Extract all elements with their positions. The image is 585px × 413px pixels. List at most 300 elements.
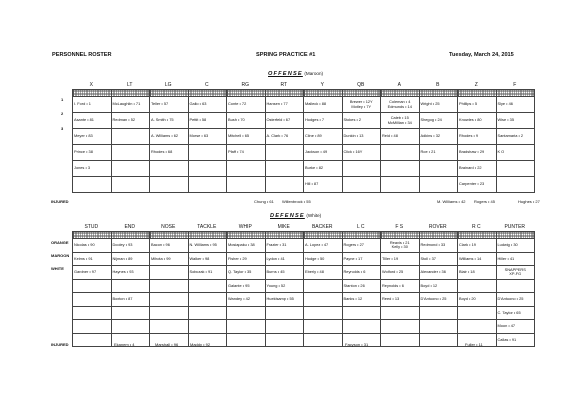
player-entry: Hodge • 50 xyxy=(305,255,325,261)
roster-cell xyxy=(342,129,381,145)
player-entry: Teller • 57 xyxy=(151,101,169,107)
player-entry: I. Ford • 1 xyxy=(74,101,91,107)
table-row xyxy=(73,113,535,129)
player-entry: Payne • 17 xyxy=(343,255,363,261)
player-entry: Santamaria • 2 xyxy=(497,133,524,139)
player-entry: Jones • 3 xyxy=(74,165,91,171)
roster-cell xyxy=(419,279,458,293)
player-entry: Adkins • 32 xyxy=(420,133,441,139)
offense-injured-player: M. Williams • 42 xyxy=(437,199,466,204)
defense-position-11: R C xyxy=(471,224,481,230)
roster-cell xyxy=(265,177,304,193)
table-row xyxy=(73,266,535,280)
player-entry: Burns • 45 xyxy=(266,269,285,275)
roster-cell xyxy=(227,177,266,193)
roster-cell xyxy=(150,306,189,320)
player-entry: Bradshaw • 29 xyxy=(459,149,485,155)
player-entry: Callas • 91 xyxy=(497,336,517,342)
offense-heading xyxy=(268,71,323,77)
player-entry: Stoll • 37 xyxy=(420,255,436,261)
table-row xyxy=(73,161,535,177)
roster-cell xyxy=(458,161,497,177)
player-entry: Edmunds • 14 xyxy=(387,103,412,109)
player-entry: Shegog • 24 xyxy=(420,117,442,123)
roster-cell xyxy=(342,293,381,307)
roster-cell xyxy=(304,266,343,280)
player-entry: Gardner • 97 xyxy=(74,269,97,275)
roster-cell xyxy=(265,129,304,145)
defense-position-4: TACKLE xyxy=(197,224,217,230)
player-entry: Motley • 7Y xyxy=(351,103,372,109)
roster-title: PERSONNEL ROSTER xyxy=(52,52,112,58)
hatch-cell xyxy=(381,90,420,97)
player-entry: McMillian • 34 xyxy=(387,119,412,125)
defense-hatch-row xyxy=(73,232,535,239)
offense-hatch-row xyxy=(73,90,535,97)
roster-cell xyxy=(188,320,227,334)
roster-cell xyxy=(381,266,420,280)
player-entry: Bacon • 96 xyxy=(151,242,170,248)
roster-cell xyxy=(188,306,227,320)
offense-position-4: C xyxy=(204,82,209,88)
player-entry: Slye • 46 xyxy=(497,101,513,107)
defense-position-1: STUD xyxy=(84,224,99,230)
defense-position-3: NOSE xyxy=(161,224,176,230)
player-entry: Pfaff • 74 xyxy=(228,149,244,155)
player-entry: XP-FG xyxy=(509,271,522,277)
roster-cell xyxy=(419,333,458,347)
roster-cell xyxy=(73,239,112,253)
player-entry: Dooley • 93 xyxy=(112,242,133,248)
roster-cell xyxy=(227,293,266,307)
player-entry: D'Antuono • 25 xyxy=(420,296,447,302)
roster-cell xyxy=(73,293,112,307)
roster-cell xyxy=(304,239,343,253)
player-entry: Eberly • 48 xyxy=(305,269,324,275)
defense-title: DEFENSE xyxy=(270,213,305,219)
roster-cell xyxy=(111,279,150,293)
roster-cell xyxy=(381,177,420,193)
offense-position-11: Z xyxy=(474,82,478,88)
hatch-cell xyxy=(111,232,150,239)
hatch-cell xyxy=(73,90,112,97)
player-entry: Mosiapaku • 38 xyxy=(228,242,255,248)
roster-cell xyxy=(496,177,535,193)
roster-cell xyxy=(111,252,150,266)
hatch-cell xyxy=(419,232,458,239)
player-entry: A. Clark • 76 xyxy=(266,133,289,139)
roster-cell xyxy=(73,252,112,266)
hatch-cell xyxy=(73,232,112,239)
player-entry: Hueklsamp • 55 xyxy=(266,296,294,302)
roster-cell xyxy=(150,252,189,266)
roster-cell xyxy=(458,266,497,280)
roster-cell xyxy=(265,145,304,161)
player-entry: Stokes • 2 xyxy=(343,117,362,123)
roster-cell xyxy=(342,266,381,280)
roster-cell xyxy=(419,113,458,129)
player-entry: Click • 16Y xyxy=(343,149,363,155)
player-entry: Hill • 87 xyxy=(305,181,319,187)
roster-cell xyxy=(458,97,497,113)
hatch-cell xyxy=(265,232,304,239)
roster-cell xyxy=(227,97,266,113)
defense-position-8: L C xyxy=(356,224,365,230)
roster-cell xyxy=(458,306,497,320)
roster-cell xyxy=(150,145,189,161)
roster-cell xyxy=(111,129,150,145)
roster-cell xyxy=(496,239,535,253)
roster-cell xyxy=(419,239,458,253)
roster-cell xyxy=(419,252,458,266)
defense-position-12: PUNTER xyxy=(504,224,526,230)
roster-cell xyxy=(342,320,381,334)
roster-cell xyxy=(496,320,535,334)
roster-cell xyxy=(496,113,535,129)
defense-position-10: ROVER xyxy=(428,224,447,230)
offense-position-6: RT xyxy=(280,82,288,88)
roster-cell xyxy=(150,266,189,280)
hatch-cell xyxy=(419,90,458,97)
table-row xyxy=(73,129,535,145)
roster-cell xyxy=(227,279,266,293)
hatch-cell xyxy=(496,90,535,97)
defense-position-6: MIKE xyxy=(277,224,290,230)
player-entry: Brewer • 12Y xyxy=(349,99,373,105)
offense-position-1: X xyxy=(89,82,93,88)
roster-cell xyxy=(111,266,150,280)
defense-injured-player: Maddy • 92 xyxy=(190,342,211,347)
player-entry: Kelms • 91 xyxy=(74,255,93,261)
player-entry: Reynolds • 6 xyxy=(382,282,404,288)
roster-cell xyxy=(458,239,497,253)
roster-cell xyxy=(73,320,112,334)
hatch-cell xyxy=(227,232,266,239)
roster-cell xyxy=(304,252,343,266)
roster-cell xyxy=(496,333,535,347)
roster-cell xyxy=(496,279,535,293)
roster-cell xyxy=(265,306,304,320)
player-entry: Hodges • 7 xyxy=(305,117,325,123)
roster-cell xyxy=(188,161,227,177)
player-entry: Brainard • 22 xyxy=(459,165,482,171)
roster-cell xyxy=(304,293,343,307)
player-entry: Kelly • 30 xyxy=(391,244,408,250)
player-entry: Meyer • 83 xyxy=(74,133,93,139)
player-entry: Fisher • 29 xyxy=(228,255,247,261)
offense-position-9: A xyxy=(397,82,401,88)
player-entry: Ludwig • 30 xyxy=(497,242,518,248)
player-entry: Coleman • 4 xyxy=(389,99,411,105)
player-entry: Wright • 25 xyxy=(420,101,440,107)
roster-cell xyxy=(188,129,227,145)
defense-injured-player: Facyson • 31 xyxy=(345,342,369,347)
offense-title: OFFENSE xyxy=(268,71,303,77)
defense-position-7: BACKER xyxy=(311,224,333,230)
player-entry: Morse • 63 xyxy=(189,133,209,139)
table-row xyxy=(73,97,535,113)
roster-cell xyxy=(111,145,150,161)
player-entry: Williams • 14 xyxy=(459,255,482,261)
roster-cell xyxy=(73,145,112,161)
roster-cell xyxy=(150,129,189,145)
player-entry: Stanton • 26 xyxy=(343,282,365,288)
roster-cell xyxy=(265,97,304,113)
roster-cell xyxy=(188,252,227,266)
defense-injured-label: INJURED xyxy=(51,342,69,347)
player-entry: Carpenter • 23 xyxy=(459,181,485,187)
hatch-cell xyxy=(227,90,266,97)
roster-cell xyxy=(381,279,420,293)
roster-cell xyxy=(304,279,343,293)
roster-cell xyxy=(419,177,458,193)
table-row xyxy=(73,239,535,253)
player-entry: Haynes • 93 xyxy=(112,269,134,275)
roster-cell xyxy=(111,306,150,320)
roster-cell xyxy=(227,239,266,253)
player-entry: Cline • 89 xyxy=(305,133,322,139)
roster-cell xyxy=(419,293,458,307)
offense-injured-player: Hughes • 27 xyxy=(518,199,540,204)
roster-cell xyxy=(73,97,112,113)
player-entry: Reid • 48 xyxy=(382,133,398,139)
roster-cell xyxy=(304,113,343,129)
hatch-cell xyxy=(342,90,381,97)
offense-position-2: LT xyxy=(127,82,133,88)
offense-depth-chart xyxy=(72,89,535,193)
roster-cell xyxy=(496,252,535,266)
player-entry: Nicolas • 90 xyxy=(74,242,95,248)
table-row xyxy=(73,252,535,266)
roster-cell xyxy=(458,145,497,161)
roster-cell xyxy=(304,333,343,347)
table-row xyxy=(73,177,535,193)
roster-cell xyxy=(265,252,304,266)
player-entry: Burke • 82 xyxy=(305,165,324,171)
roster-cell xyxy=(496,266,535,280)
roster-cell xyxy=(381,161,420,177)
roster-cell xyxy=(458,113,497,129)
player-entry: A. Williams • 62 xyxy=(151,133,179,139)
offense-position-10: B xyxy=(436,82,440,88)
roster-cell xyxy=(342,239,381,253)
player-entry: Q. Taylor • 35 xyxy=(228,269,252,275)
roster-cell xyxy=(304,161,343,177)
roster-cell xyxy=(458,252,497,266)
roster-cell xyxy=(188,266,227,280)
player-entry: Redmond • 33 xyxy=(420,242,446,248)
defense-position-5: WHIP xyxy=(238,224,252,230)
player-entry: Roe • 21 xyxy=(420,149,436,155)
offense-injured-player: Willenbrock • 55 xyxy=(282,199,311,204)
roster-cell xyxy=(342,113,381,129)
player-entry: Hiller • 41 xyxy=(497,255,515,261)
roster-cell xyxy=(342,145,381,161)
hatch-cell xyxy=(342,232,381,239)
roster-cell xyxy=(419,129,458,145)
defense-position-2: END xyxy=(124,224,136,230)
roster-cell xyxy=(458,177,497,193)
player-entry: Pettit • 58 xyxy=(189,117,207,123)
roster-cell xyxy=(227,161,266,177)
player-entry: A. Smith • 75 xyxy=(151,117,174,123)
offense-position-8: QB xyxy=(357,82,365,88)
roster-cell xyxy=(111,161,150,177)
player-entry: Caleb • 15 xyxy=(390,115,409,121)
player-entry: Jackson • 49 xyxy=(305,149,328,155)
player-entry: Blair • 18 xyxy=(459,269,475,275)
hatch-cell xyxy=(496,232,535,239)
hatch-cell xyxy=(458,232,497,239)
roster-cell xyxy=(73,333,112,347)
roster-cell xyxy=(265,113,304,129)
hatch-cell xyxy=(304,232,343,239)
player-entry: Walker • 98 xyxy=(189,255,210,261)
player-entry: Clark • 19 xyxy=(459,242,476,248)
player-entry: N. Williams • 95 xyxy=(189,242,217,248)
defense-row-label-1: ORANGE xyxy=(51,240,69,245)
roster-cell xyxy=(111,97,150,113)
player-entry: A. Lopez • 47 xyxy=(305,242,329,248)
roster-cell xyxy=(111,320,150,334)
roster-cell xyxy=(227,145,266,161)
defense-injured-player: Marshall • 96 xyxy=(155,342,179,347)
roster-cell xyxy=(419,266,458,280)
table-row xyxy=(73,145,535,161)
roster-cell xyxy=(496,97,535,113)
player-entry: Conte • 72 xyxy=(228,101,247,107)
roster-cell xyxy=(227,320,266,334)
roster-cell xyxy=(304,320,343,334)
player-entry: Lydon • 41 xyxy=(266,255,285,261)
player-entry: Prince • 38 xyxy=(74,149,93,155)
player-entry: Redman • 52 xyxy=(112,117,136,123)
roster-cell xyxy=(150,320,189,334)
roster-cell xyxy=(381,252,420,266)
roster-cell xyxy=(265,293,304,307)
player-entry: Gallo • 63 xyxy=(189,101,207,107)
roster-cell xyxy=(304,306,343,320)
roster-cell xyxy=(73,266,112,280)
offense-position-7: Y xyxy=(320,82,324,88)
roster-cell xyxy=(150,177,189,193)
roster-cell xyxy=(381,145,420,161)
hatch-cell xyxy=(381,232,420,239)
roster-cell xyxy=(73,279,112,293)
player-entry: Reed • 13 xyxy=(382,296,400,302)
player-entry: Wise • 35 xyxy=(497,117,514,123)
offense-injured-player: Chung • 61 xyxy=(254,199,274,204)
roster-cell xyxy=(150,239,189,253)
hatch-cell xyxy=(458,90,497,97)
roster-cell xyxy=(265,239,304,253)
roster-cell xyxy=(419,145,458,161)
roster-cell xyxy=(496,161,535,177)
roster-cell xyxy=(458,320,497,334)
roster-cell xyxy=(111,239,150,253)
roster-cell xyxy=(188,113,227,129)
offense-row-label-1: 1 xyxy=(61,97,64,102)
table-row xyxy=(73,279,535,293)
offense-injured-player: Rogers • 45 xyxy=(474,199,495,204)
roster-cell xyxy=(73,129,112,145)
roster-cell xyxy=(458,129,497,145)
player-entry: Galante • 95 xyxy=(228,282,250,288)
roster-cell xyxy=(381,320,420,334)
roster-cell xyxy=(227,113,266,129)
hatch-cell xyxy=(150,232,189,239)
offense-injured-label: INJURED xyxy=(51,199,69,204)
player-entry: Malleck • 88 xyxy=(305,101,327,107)
roster-cell xyxy=(73,306,112,320)
player-entry: Bush • 70 xyxy=(228,117,245,123)
player-entry: Rogers • 27 xyxy=(343,242,364,248)
offense-row-label-3: 3 xyxy=(61,126,64,131)
table-row xyxy=(73,306,535,320)
roster-cell xyxy=(265,333,304,347)
roster-date: Tuesday, March 24, 2015 xyxy=(449,52,514,58)
player-entry: Rhodes • 9 xyxy=(459,133,479,139)
player-entry: Young • 52 xyxy=(266,282,286,288)
roster-cell xyxy=(419,97,458,113)
player-entry: Frazier • 31 xyxy=(266,242,287,248)
player-entry: Dunkin • 13 xyxy=(343,133,364,139)
player-entry: Phillips • 5 xyxy=(459,101,478,107)
roster-cell xyxy=(342,177,381,193)
roster-cell xyxy=(227,266,266,280)
hatch-cell xyxy=(265,90,304,97)
player-entry: Mihota • 99 xyxy=(151,255,171,261)
player-entry: Tiller • 19 xyxy=(382,255,399,261)
defense-subtitle: (White) xyxy=(306,213,322,218)
roster-cell xyxy=(381,129,420,145)
player-entry: Boxton • 87 xyxy=(112,296,133,302)
hatch-cell xyxy=(304,90,343,97)
roster-cell xyxy=(381,113,420,129)
roster-cell xyxy=(265,279,304,293)
player-entry: Reavis • 21 xyxy=(389,240,410,246)
player-entry: Banks • 12 xyxy=(343,296,363,302)
hatch-cell xyxy=(150,90,189,97)
offense-position-5: RG xyxy=(241,82,249,88)
roster-cell xyxy=(150,113,189,129)
player-entry: D'Antuono • 25 xyxy=(497,296,524,302)
hatch-cell xyxy=(188,232,227,239)
hatch-cell xyxy=(188,90,227,97)
practice-title: SPRING PRACTICE #1 xyxy=(256,52,316,58)
roster-cell xyxy=(458,293,497,307)
roster-cell xyxy=(188,279,227,293)
roster-cell xyxy=(458,279,497,293)
roster-cell xyxy=(496,129,535,145)
roster-cell xyxy=(111,113,150,129)
player-entry: Rhodes • 68 xyxy=(151,149,173,155)
roster-cell xyxy=(342,279,381,293)
roster-cell xyxy=(496,145,535,161)
roster-cell xyxy=(111,177,150,193)
roster-cell xyxy=(342,252,381,266)
player-entry: Nijman • 89 xyxy=(112,255,133,261)
offense-row-label-2: 2 xyxy=(61,111,64,116)
table-row xyxy=(73,320,535,334)
offense-position-12: F xyxy=(513,82,517,88)
defense-depth-chart xyxy=(72,231,535,347)
roster-cell xyxy=(188,177,227,193)
roster-cell xyxy=(73,161,112,177)
player-entry: McLaughlin • 71 xyxy=(112,101,141,107)
roster-cell xyxy=(496,293,535,307)
player-entry: Sobczak • 91 xyxy=(189,269,213,275)
